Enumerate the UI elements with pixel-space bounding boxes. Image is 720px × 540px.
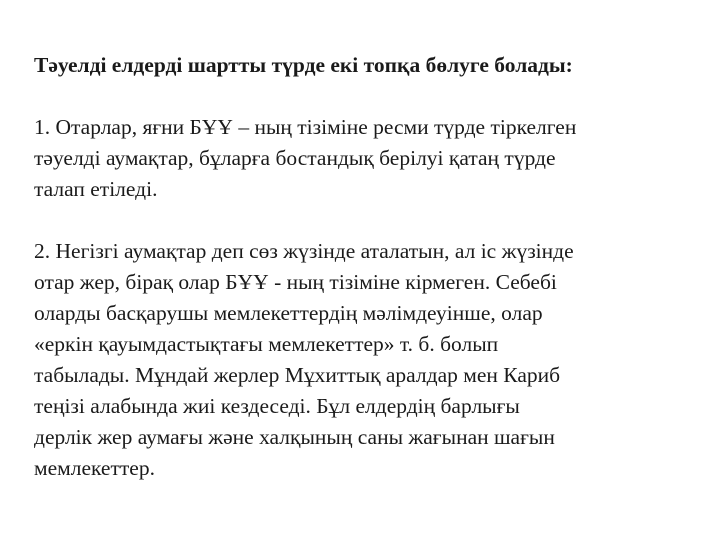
paragraph-line: оларды басқарушы мемлекеттердің мәлімдеуінше, олар [34, 301, 543, 325]
paragraph-line: талап етіледі. [34, 177, 158, 201]
paragraph-line: 2. Негізгі аумақтар деп сөз жүзінде аталатын, ал іс жүзінде [34, 239, 574, 263]
paragraph-line: мемлекеттер. [34, 456, 155, 480]
paragraph-line: табылады. Мұндай жерлер Мұхиттық аралдар мен Кариб [34, 363, 561, 387]
slide-heading: Тәуелді елдерді шартты түрде екі топқа бөлуге болады: [34, 53, 573, 77]
paragraph-line: «еркін қауымдастықтағы мемлекеттер» т. б. болып [34, 332, 499, 356]
paragraph-line: теңізі алабында жиі кездеседі. Бұл елдердің барлығы [34, 394, 520, 418]
paragraph-line: отар жер, бірақ олар БҰҰ - ның тізіміне кірмеген. Себебі [34, 270, 557, 294]
paragraph-colonies [34, 112, 694, 205]
paragraph-line: тәуелді аумақтар, бұларға бостандық берілуі қатаң түрде [34, 146, 556, 170]
paragraph-line: 1. Отарлар, яғни БҰҰ – ның тізіміне ресми түрде тіркелген [34, 115, 577, 139]
slide-content [34, 50, 694, 484]
paragraph-main-territories [34, 236, 694, 484]
paragraph-line: дерлік жер аумағы және халқының саны жағынан шағын [34, 425, 555, 449]
